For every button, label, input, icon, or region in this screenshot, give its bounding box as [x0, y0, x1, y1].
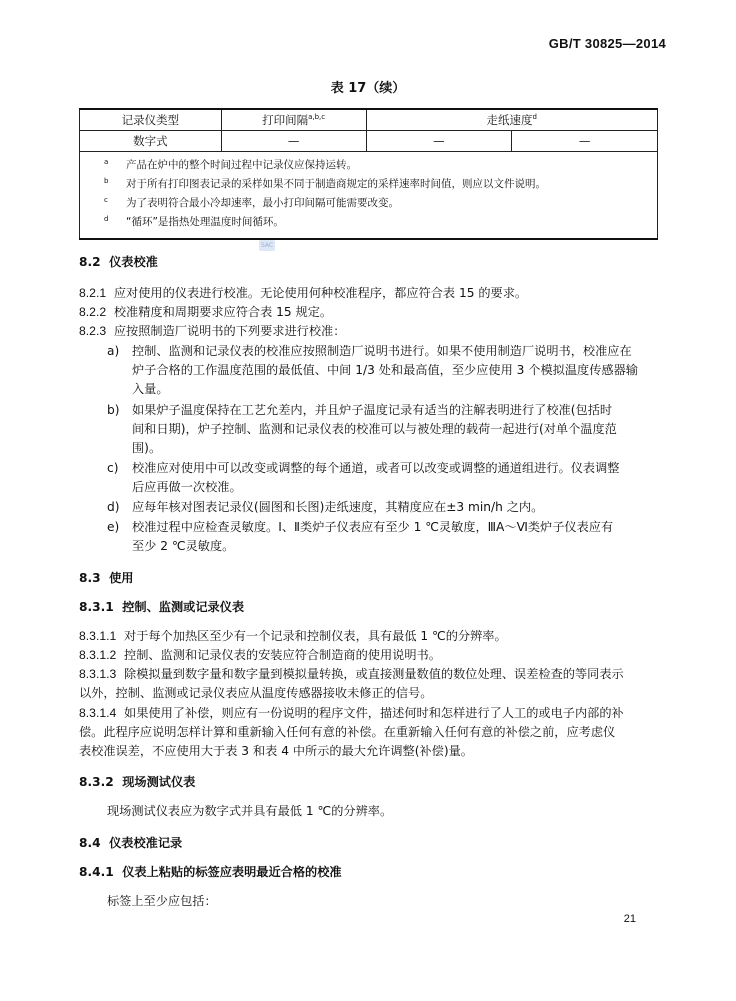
list-item-d-line: 应每年核对图表记录仪(圆图和长图)走纸速度，其精度应在±3 min/h 之内。 [132, 500, 544, 514]
section-number: 8.2 [79, 255, 101, 269]
section-title: 仪表校准 [109, 255, 158, 269]
recorder-table [79, 108, 658, 240]
cell-paper-speed-1: — [366, 131, 512, 152]
paragraph-8-4-1: 标签上至少应包括： [107, 894, 217, 908]
section-heading-8-3-2 [79, 773, 195, 792]
clause-text: 应对使用的仪表进行校准。无论使用何种校准程序，都应符合表 15 的要求。 [113, 286, 528, 300]
section-title: 使用 [109, 571, 134, 585]
section-title: 仪表校准记录 [109, 836, 183, 850]
note-text: “循环”是指热处理温度时间循环。 [126, 216, 284, 228]
section-number: 8.3.1 [79, 600, 114, 614]
table-notes [80, 152, 658, 240]
section-number: 8.3 [79, 571, 101, 585]
list-item-e-line: 至少 2 ℃灵敏度。 [132, 539, 235, 553]
list-item-e-mark: e) [107, 520, 120, 534]
page-number: 21 [623, 913, 636, 925]
header-paper-speed [366, 109, 658, 131]
section-title: 现场测试仪表 [122, 775, 196, 789]
list-item-a-mark: a) [107, 344, 120, 358]
list-item-c-line: 后应再做一次校准。 [132, 480, 242, 494]
clause-number: 8.3.1.1 [79, 629, 117, 643]
list-item-c-line: 校准应对使用中可以改变或调整的每个通道，或者可以改变或调整的通道组进行。仪表调整 [132, 461, 620, 475]
section-title: 仪表上粘贴的标签应表明最近合格的校准 [122, 865, 342, 879]
clause-8-3-1-4 [79, 704, 624, 723]
clause-number: 8.2.3 [79, 324, 107, 338]
table-note [104, 194, 657, 213]
section-heading-8-3 [79, 569, 133, 588]
header-paper-speed-sup: d [532, 113, 537, 122]
list-item-e-line: 校准过程中应检查灵敏度。Ⅰ、Ⅱ类炉子仪表应有至少 1 ℃灵敏度，ⅢA～Ⅵ类炉子仪表应有 [132, 520, 614, 534]
table-note [104, 213, 657, 232]
clause-text: 校准精度和周期要求应符合表 15 规定。 [113, 305, 333, 319]
table-note [104, 175, 657, 194]
section-title: 控制、监测或记录仪表 [122, 600, 245, 614]
note-mark: d [104, 215, 109, 223]
clause-number: 8.3.1.3 [79, 667, 117, 681]
list-item-a-line: 入量。 [132, 382, 169, 396]
list-item-b-mark: b) [107, 403, 120, 417]
cell-paper-speed-2: — [512, 131, 658, 152]
note-mark: a [104, 158, 109, 166]
cell-print-interval: — [221, 131, 366, 152]
list-item-a-line: 控制、监测和记录仪表的校准应按照制造厂说明书进行。如果不使用制造厂说明书，校准应在 [132, 344, 632, 358]
clause-8-2-2 [79, 303, 332, 322]
header-paper-speed-label: 走纸速度 [486, 113, 533, 127]
note-text: 产品在炉中的整个时间过程中记录仪应保持运转。 [126, 159, 357, 171]
clause-8-2-3 [79, 322, 345, 341]
clause-number: 8.3.1.2 [79, 648, 117, 662]
list-item-d-mark: d) [107, 500, 120, 514]
header-print-interval-label: 打印间隔 [262, 113, 309, 127]
clause-text: 如果使用了补偿，则应有一份说明的程序文件，描述何时和怎样进行了人工的或电子内部的补 [124, 706, 624, 720]
header-print-interval-sup: a,b,c [308, 113, 326, 122]
note-text: 对于所有打印图表记录的采样如果不同于制造商规定的采样速率时间值，则应以文件说明。 [126, 178, 546, 190]
clause-8-3-1-3 [79, 665, 624, 684]
section-heading-8-4-1 [79, 863, 342, 882]
list-item-b-line: 间和日期)，炉子控制、监测和记录仪表的校准可以与被处理的载荷一起进行(对单个温度范 [132, 422, 617, 436]
note-mark: b [104, 177, 109, 185]
table-title: 表 17（续） [330, 81, 406, 96]
section-heading-8-3-1 [79, 598, 244, 617]
clause-text: 对于每个加热区至少有一个记录和控制仪表，具有最低 1 ℃的分辨率。 [124, 629, 507, 643]
clause-text: 应按照制造厂说明书的下列要求进行校准： [113, 324, 346, 338]
section-heading-8-4 [79, 834, 182, 853]
section-number: 8.4.1 [79, 865, 114, 879]
clause-8-3-1-3-cont: 以外，控制、监测或记录仪表应从温度传感器接收未修正的信号。 [79, 686, 433, 700]
note-mark: c [104, 196, 108, 204]
list-item-c-mark: c) [107, 461, 119, 475]
standard-code: GB/T 30825—2014 [548, 36, 666, 51]
clause-text: 控制、监测和记录仪表的安装应符合制造商的使用说明书。 [124, 648, 441, 662]
cell-type-digital: 数字式 [80, 131, 222, 152]
table-note [104, 156, 657, 175]
list-item-b-line: 围)。 [132, 441, 162, 455]
section-heading-8-2 [79, 253, 158, 272]
clause-8-3-1-4-cont: 偿。此程序应说明怎样计算和重新输入任何有意的补偿。在重新输入任何有意的补偿之前，应考虑仪 [79, 725, 616, 739]
clause-number: 8.2.2 [79, 305, 107, 319]
clause-8-3-1-2 [79, 646, 441, 665]
header-recorder-type: 记录仪类型 [80, 109, 222, 131]
list-item-a-line: 炉子合格的工作温度范围的最低值、中间 1/3 处和最高值，至少应使用 3 个模拟温度传感器输 [132, 363, 638, 377]
clause-8-3-1-4-cont: 表校准误差，不应使用大于表 3 和表 4 中所示的最大允许调整(补偿)量。 [79, 744, 473, 758]
header-print-interval [221, 109, 366, 131]
clause-8-2-1 [79, 284, 527, 303]
paragraph-8-3-2: 现场测试仪表应为数字式并具有最低 1 ℃的分辨率。 [107, 804, 393, 818]
clause-8-3-1-1 [79, 627, 507, 646]
sac-watermark-logo: SAC [260, 242, 274, 249]
section-number: 8.3.2 [79, 775, 114, 789]
clause-number: 8.3.1.4 [79, 706, 117, 720]
clause-text: 除模拟量到数字量和数字量到模拟量转换，或直接测量数值的数位处理、误差检查的等同表示 [124, 667, 624, 681]
list-item-b-line: 如果炉子温度保持在工艺允差内，并且炉子温度记录有适当的注解表明进行了校准(包括时 [132, 403, 613, 417]
note-text: 为了表明符合最小冷却速率，最小打印间隔可能需要改变。 [126, 197, 399, 209]
section-number: 8.4 [79, 836, 101, 850]
clause-number: 8.2.1 [79, 286, 107, 300]
